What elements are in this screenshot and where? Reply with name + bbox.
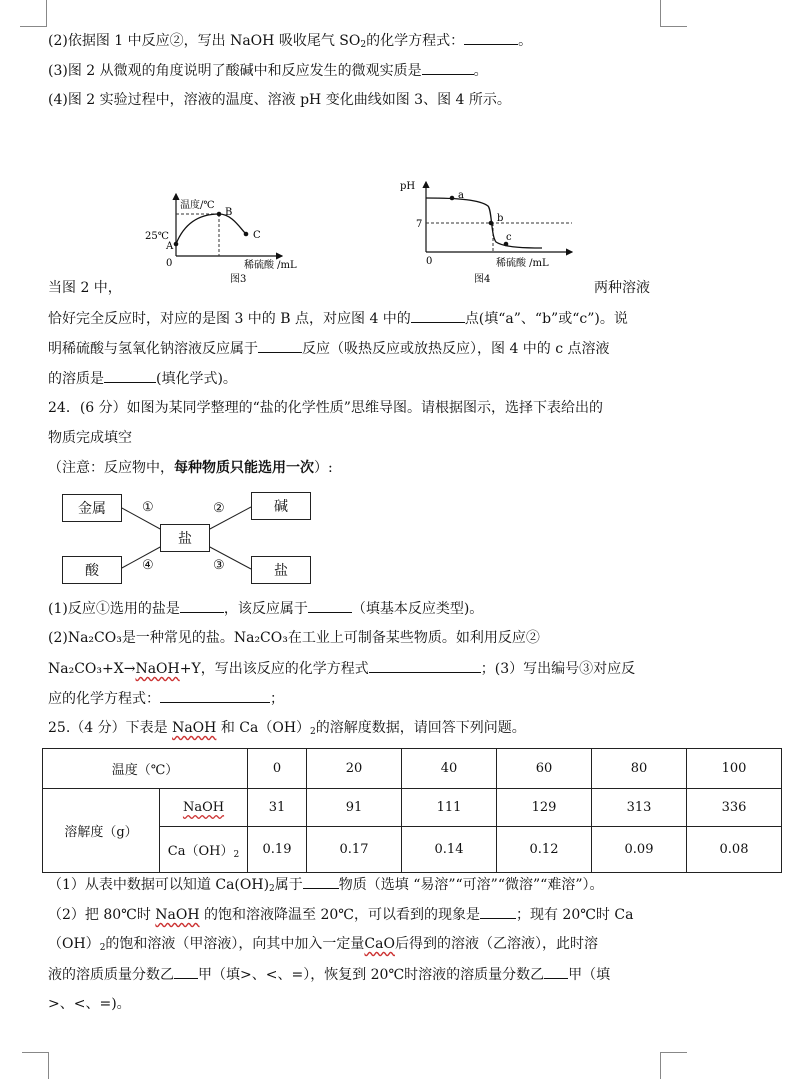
map-num-1: ① (142, 500, 154, 515)
q24-p2-l2a: Na₂CO₃+X→ (48, 661, 136, 677)
table-header-temp: 温度（℃） (43, 749, 248, 789)
table-cell: 0.09 (592, 827, 687, 873)
table-row-label-naoh (160, 789, 248, 827)
q24-title2-text: 物质完成填空 (48, 430, 132, 446)
table-cell: 91 (307, 789, 402, 827)
q25-q2-cao: CaO (364, 936, 395, 952)
q24-p2-l2b: +Y，写出该反应的化学方程式 (179, 661, 369, 677)
q25-q2-l3c: 甲（填 (568, 967, 611, 983)
q23-p4-text: (4)图 2 实验过程中，溶液的温度、溶液 pH 变化曲线如图 3、图 4 所示。 (48, 92, 511, 108)
q25-q2-l2-sub: 2 (99, 943, 106, 953)
table-cell: 80 (592, 749, 687, 789)
q25-q1c: 物质（选填 “易溶”“可溶”“微溶”“难溶”）。 (338, 877, 604, 893)
q25-q1b: 属于 (274, 877, 303, 893)
q23-p2-tail: 。 (518, 33, 533, 49)
q25-part2-line2 (48, 934, 598, 958)
map-node-center-salt (160, 524, 210, 552)
fig4-caption: 图4 (474, 274, 491, 285)
q24-part2-line2 (48, 658, 635, 679)
q25-part1 (48, 874, 603, 899)
q23-p2-sub: 2 (360, 40, 367, 50)
q24-p2-naoh: NaOH (135, 661, 180, 677)
fig3-xlabel: 稀硫酸 /mL (244, 260, 297, 271)
map-node-salt (251, 556, 311, 584)
map-node-center-label: 盐 (178, 531, 192, 547)
q24-note-bold: 每种物质只能选用一次 (174, 460, 314, 476)
q25-q2-naoh: NaOH (155, 907, 200, 923)
q24-note-a: （注意：反应物中， (48, 460, 174, 476)
map-num-3: ③ (213, 558, 225, 573)
q23-l3b: 反应（吸热反应或放热反应），图 4 中的 c 点溶液 (302, 341, 610, 357)
map-num-2: ② (213, 501, 225, 516)
fig3-ylabel: 温度/℃ (180, 200, 215, 211)
q24-p1a: (1)反应①选用的盐是 (48, 601, 180, 617)
q25-part2-line1 (48, 904, 633, 925)
fig4-label-c: c (506, 232, 512, 243)
fig4-tick-7: 7 (416, 219, 423, 230)
table-cell: 313 (592, 789, 687, 827)
q24-part2-line1 (48, 628, 540, 648)
q25-title (48, 718, 526, 742)
answer-blank[interactable] (174, 964, 198, 979)
answer-blank[interactable] (480, 904, 516, 919)
table-row-label-caoh2 (160, 827, 248, 873)
table-row (43, 789, 782, 827)
caoh2-label: Ca（OH） (167, 843, 234, 859)
q25-title-naoh: NaOH (172, 720, 217, 736)
fig3-tick-25: 25℃ (145, 231, 169, 242)
table-cell: 0.08 (687, 827, 782, 873)
q23-p3-tail: 。 (473, 63, 488, 79)
q25-part2-line4 (48, 994, 131, 1014)
map-node-acid-label: 酸 (85, 563, 99, 579)
q25-part2-line3 (48, 964, 610, 985)
q25-q2-l3b: 甲（填>、<、=），恢复到 20℃时溶液的溶质量分数乙 (198, 967, 545, 983)
q25-q2-l3a: 液的溶质质量分数乙 (48, 967, 174, 983)
table-cell: 100 (687, 749, 782, 789)
q25-q2-l2c: 后得到的溶液（乙溶液），此时溶 (394, 936, 598, 952)
q24-p2-l1: (2)Na₂CO₃是一种常见的盐。Na₂CO₃在工业上可制备某些物质。如利用反应② (48, 630, 540, 646)
table-cell: 336 (687, 789, 782, 827)
table-cell: 40 (402, 749, 497, 789)
q25-q2a: （2）把 80℃时 (48, 907, 151, 923)
q23-p2-text: (2)依据图 1 中反应②，写出 NaOH 吸收尾气 SO (48, 33, 361, 49)
q25-q2-l2a: （OH） (48, 936, 100, 952)
solubility-table (42, 748, 782, 873)
q25-q2-l2b: 的饱和溶液（甲溶液），向其中加入一定量 (105, 936, 365, 952)
q25-title-sub: 2 (310, 727, 316, 737)
q25-title-a: 25.（4 分）下表是 (48, 720, 168, 736)
table-cell: 129 (497, 789, 592, 827)
q25-title-c: 的溶解度数据，请回答下列问题。 (315, 720, 526, 736)
map-node-metal-label: 金属 (78, 501, 106, 517)
q25-q1-sub: 2 (269, 884, 275, 894)
map-node-salt-label: 盐 (274, 563, 288, 579)
fig4-origin: 0 (426, 256, 433, 267)
q24-p1c: （填基本反应类型)。 (351, 601, 484, 617)
q24-p2-l3a: 应的化学方程式： (48, 691, 160, 707)
table-cell: 0 (248, 749, 307, 789)
q23-when-right-text: 两种溶液 (594, 280, 650, 296)
table-cell: 20 (307, 749, 402, 789)
fig3-label-a: A (166, 241, 174, 252)
table-cell: 31 (248, 789, 307, 827)
answer-blank[interactable] (180, 598, 224, 613)
table-row-group: 溶解度（g） (43, 789, 160, 873)
q24-part2-line3 (48, 688, 284, 709)
q23-p2-end: 的化学方程式： (366, 33, 465, 49)
fig3-label-c: C (253, 230, 261, 241)
table-cell: 60 (497, 749, 592, 789)
q23-l2a: 恰好完全反应时，对应的是图 3 中的 B 点，对应图 4 中的 (48, 311, 411, 327)
answer-blank[interactable] (544, 964, 568, 979)
table-row (43, 749, 782, 789)
fig4-xlabel: 稀硫酸 /mL (496, 258, 549, 269)
q23-when-left-text: 当图 2 中， (48, 280, 122, 296)
fig4-label-a: a (458, 190, 464, 201)
map-num-4: ④ (142, 558, 154, 573)
q24-p2-l2c: ；(3）写出编号③对应反 (480, 661, 636, 677)
answer-blank[interactable] (160, 688, 270, 703)
fig3-origin: 0 (166, 258, 173, 269)
q23-l4b: (填化学式)。 (156, 371, 237, 387)
q23-p3-text: (3)图 2 从微观的角度说明了酸碱中和反应发生的微观实质是 (48, 63, 422, 79)
fig3-caption: 图3 (230, 274, 247, 285)
map-node-metal (62, 494, 122, 522)
q25-q2b: 的饱和溶液降温至 20℃，可以看到的现象是 (204, 907, 480, 923)
map-node-acid (62, 556, 122, 584)
q24-p1b: ，该反应属于 (223, 601, 308, 617)
table-cell: 0.19 (248, 827, 307, 873)
q25-q2-l4: >、<、=)。 (48, 996, 131, 1012)
answer-blank[interactable] (308, 598, 352, 613)
q24-title-text: 24．(6 分）如图为某同学整理的“盐的化学性质”思维导图。请根据图示，选择下表给出的 (48, 400, 603, 416)
fig4-label-b: b (497, 213, 504, 224)
fig3-label-b: B (225, 207, 233, 218)
answer-blank[interactable] (369, 658, 481, 673)
q23-l4a: 的溶质是 (48, 371, 104, 387)
q23-l3a: 明稀硫酸与氢氧化钠溶液反应属于 (48, 341, 258, 357)
caoh2-sub: 2 (233, 849, 240, 860)
naoh-label: NaOH (182, 800, 225, 815)
table-cell: 0.17 (307, 827, 402, 873)
table-cell: 0.12 (497, 827, 592, 873)
q25-q2c: ；现有 20℃时 Ca (515, 907, 634, 923)
table-cell: 111 (402, 789, 497, 827)
table-cell: 0.14 (402, 827, 497, 873)
map-node-base-label: 碱 (274, 499, 288, 515)
map-node-base (251, 492, 311, 520)
q25-q1a: （1）从表中数据可以知道 Ca(OH) (48, 877, 270, 893)
q23-l2b: 点(填“a”、“b”或“c”)。说 (464, 311, 628, 327)
q24-p2-l3b: ； (270, 691, 284, 707)
q24-note-b: ）: (314, 460, 333, 476)
answer-blank[interactable] (303, 874, 339, 889)
fig4-ylabel: pH (400, 181, 416, 192)
q25-title-b: 和 Ca（OH） (220, 720, 311, 736)
q24-part1 (48, 598, 483, 619)
